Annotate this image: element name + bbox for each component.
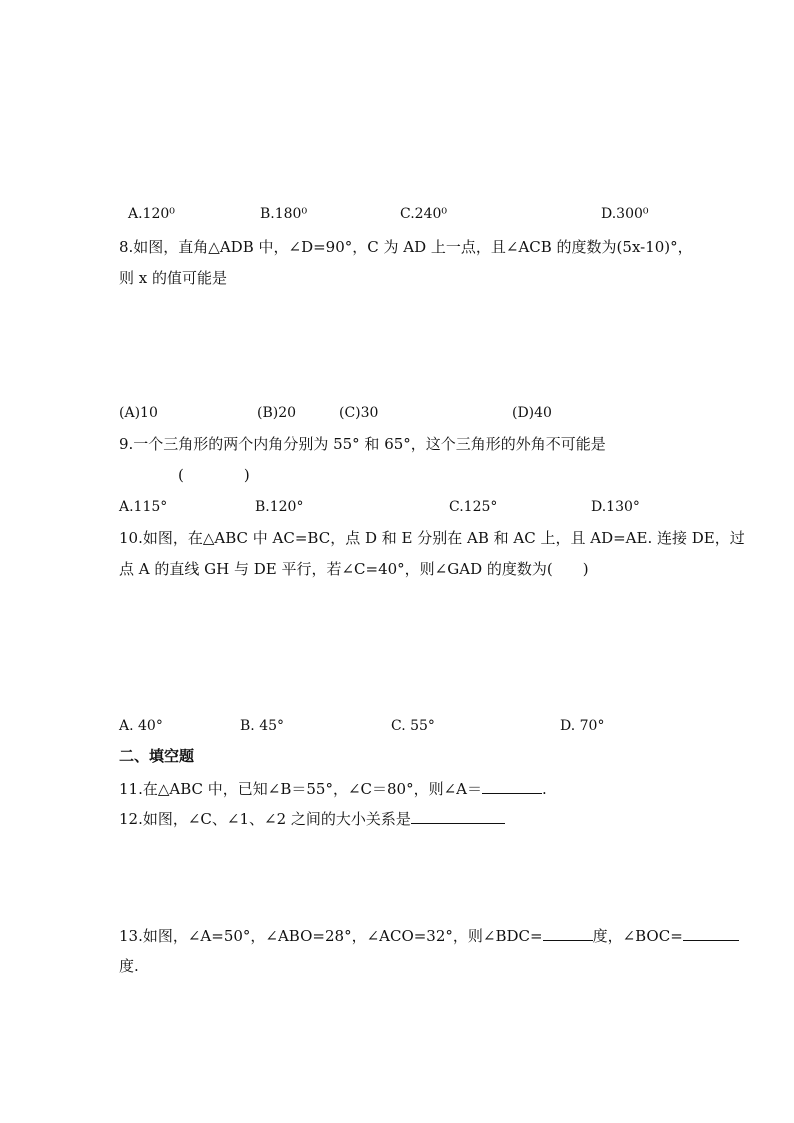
q10-label-d: D	[147, 653, 156, 666]
q9-answer-bracket: ( )	[178, 466, 250, 484]
q11-text: 11.在△ABC 中，已知∠B＝55°，∠C＝80°，则∠A＝	[119, 780, 482, 798]
q13-question-line2: 度.	[119, 957, 139, 975]
q10-option-a[interactable]: A. 40°	[119, 718, 163, 734]
q10-question-line1: 10.如图，在△ABC 中 AC=BC，点 D 和 E 分别在 AB 和 AC 上，且 AD=AE. 连接 DE，过	[119, 529, 745, 547]
q7-label-1: 1	[188, 150, 196, 164]
q7-label-angle: 60°	[214, 120, 236, 134]
q8-option-d[interactable]: (D)40	[512, 405, 552, 421]
q9-option-d[interactable]: D.130°	[591, 499, 640, 515]
q10-label-g: G	[134, 615, 143, 628]
q8-option-b[interactable]: (B)20	[257, 405, 297, 421]
q12-side-ac	[189, 845, 207, 900]
section2-title: 二、填空题	[119, 747, 195, 765]
q13-boc-blank[interactable]	[683, 925, 739, 941]
q12-angle-1-arc	[176, 866, 178, 872]
q8-label-a: A	[217, 380, 224, 390]
q10-question-line2: 点 A 的直线 GH 与 DE 平行，若∠C=40°，则∠GAD 的度数为( )	[119, 560, 589, 578]
q9-question-line1: 9.一个三角形的两个内角分别为 55° 和 65°，这个三角形的外角不可能是	[119, 435, 606, 453]
q10-label-h: H	[194, 597, 204, 610]
q13-text-a: 13.如图，∠A=50°，∠ABO=28°，∠ACO=32°，则∠BDC=	[119, 927, 543, 945]
q13-text-b: 度，∠BOC=	[592, 927, 683, 945]
q7-label-2: 2	[225, 142, 233, 156]
q7-option-a[interactable]: A.120⁰	[128, 206, 175, 222]
q12-text: 12.如图，∠C、∠1、∠2 之间的大小关系是	[119, 810, 411, 828]
q8-side-ba	[145, 310, 223, 378]
q12-label-c: C	[204, 903, 211, 913]
q10-label-b: B	[143, 682, 152, 695]
q11-answer-blank[interactable]	[482, 778, 542, 794]
q7-triangle	[152, 103, 249, 182]
q10-option-d[interactable]: D. 70°	[560, 718, 605, 734]
q12-label-e: E	[183, 875, 190, 885]
q10-label-e: E	[212, 636, 221, 649]
q12-question	[119, 808, 505, 829]
q11-question	[119, 778, 547, 799]
q7-transversal	[138, 127, 271, 162]
q8-option-a[interactable]: (A)10	[119, 405, 158, 421]
q12-label-a: A	[187, 836, 194, 846]
q12-label-2: 2	[165, 889, 171, 899]
q7-option-c[interactable]: C.240⁰	[400, 206, 447, 222]
q10-label-c: C	[248, 681, 257, 694]
q10-option-b[interactable]: B. 45°	[240, 718, 285, 734]
q8-right-angle-mark	[145, 372, 151, 378]
q7-option-b[interactable]: B.180⁰	[260, 206, 308, 222]
q8-label-b: B	[138, 306, 145, 316]
q13-bdc-blank[interactable]	[543, 925, 593, 941]
q7-option-d[interactable]: D.300⁰	[601, 206, 649, 222]
q10-side-ab	[149, 616, 173, 680]
q12-label-1: 1	[169, 869, 175, 879]
q12-label-d: D	[171, 903, 179, 913]
q8-question-line1: 8.如图，直角△ADB 中，∠D=90°，C 为 AD 上一点，且∠ACB 的度数为(5x-10)°，	[119, 238, 693, 256]
q8-label-d: D	[141, 380, 149, 390]
q10-segment-de	[156, 647, 211, 661]
q9-option-a[interactable]: A.115°	[119, 499, 168, 515]
q12-answer-blank[interactable]	[411, 808, 505, 824]
q8-option-c[interactable]: (C)30	[339, 405, 379, 421]
q8-question-line2: 则 x 的值可能是	[119, 269, 227, 287]
q13-question-line1	[119, 925, 739, 946]
q7-angle-2-arc	[236, 139, 239, 147]
q9-option-b[interactable]: B.120°	[255, 499, 304, 515]
q8-angle-acb-arc	[187, 372, 192, 374]
q11-end: .	[541, 780, 547, 798]
q8-label-c: C	[180, 380, 187, 390]
q9-option-c[interactable]: C.125°	[449, 499, 498, 515]
q10-option-c[interactable]: C. 55°	[391, 718, 435, 734]
q10-label-a: A	[166, 602, 174, 615]
q12-label-b: B	[124, 903, 131, 913]
q8-segment-bc	[145, 310, 184, 378]
